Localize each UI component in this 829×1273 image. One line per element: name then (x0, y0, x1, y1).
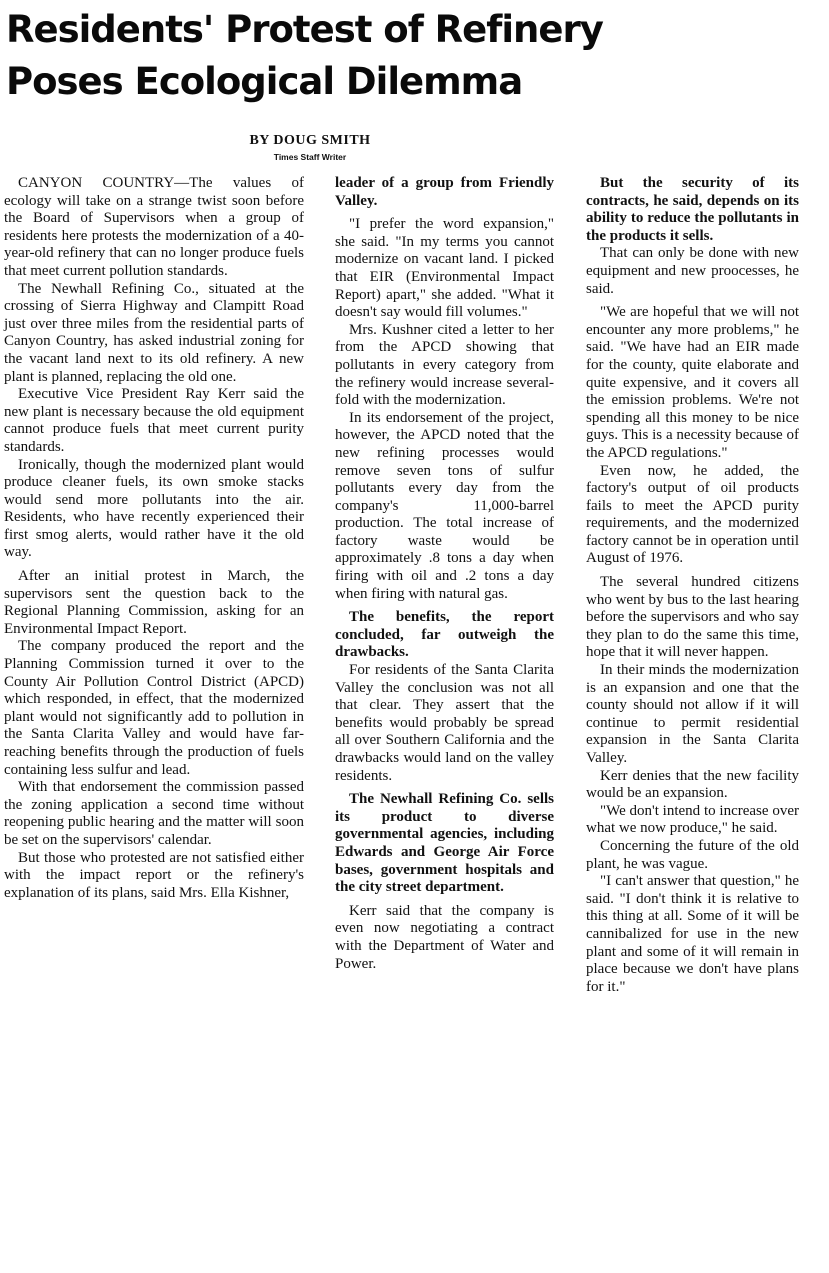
paragraph: Concerning the future of the old plant, he was vague. (586, 837, 799, 872)
paragraph: But the security of its contracts, he said, depends on its ability to reduce the pollutants in the products it sells. (586, 175, 799, 244)
paragraph: The benefits, the report concluded, far outweigh the drawbacks. (335, 609, 554, 661)
paragraph: Mrs. Kushner cited a letter to her from the APCD showing that pollutants in every category from the refinery would increase several-fold with the modernization. (335, 321, 554, 409)
byline: BY DOUG SMITH (249, 133, 371, 148)
paragraph: Executive Vice President Ray Kerr said the new plant is necessary because the old equipment cannot produce fuels that meet current purity standards. (4, 386, 304, 455)
paragraph: In its endorsement of the project, however, the APCD noted that the new refining processes would remove seven tons of sulfur pollutants every day from the company's 11,000-barrel production. The total increase of factory waste would be approximately .8 tons a day when firing with oil and .2 tons a day when firing with natural gas. (335, 409, 554, 602)
paragraph: "We don't intend to increase over what we now produce," he said. (586, 802, 799, 837)
paragraph: Kerr denies that the new facility would be an expansion. (586, 767, 799, 802)
paragraph: The Newhall Refining Co. sells its product to diverse governmental agencies, including Edwards and George Air Force bases, government hospitals and the city street department. (335, 791, 554, 896)
paragraph: Ironically, though the modernized plant would produce cleaner fuels, its own smoke stacks would send more pollutants into the air. Residents, who have recently experienced their first smog alerts, would rather have it the old way. (4, 456, 304, 561)
paragraph: That can only be done with new equipment and new proocesses, he said. (586, 245, 799, 297)
paragraph: The company produced the report and the Planning Commission turned it over to the County Air Pollution Control District (APCD) which responded, in effect, that the modernized plant would not significantly add to pollution in the Santa Clarita Valley and would have far-reaching benefits through the production of fuels containing less sulfur and lead. (4, 638, 304, 778)
headline-line-1: Residents' Protest of Refinery (6, 8, 603, 51)
paragraph: After an initial protest in March, the supervisors sent the question back to the Regional Planning Commission, asking for an Environmental Impact Report. (4, 568, 304, 637)
paragraph: Even now, he added, the factory's output of oil products fails to meet the APCD purity requirements, and the modernized factory cannot be in operation until August of 1976. (586, 462, 799, 567)
paragraph: "I prefer the word expansion," she said. "In my terms you cannot modernize on vacant land. I picked that EIR (Environmental Impact Report) apart," she added. "What it doesn't say would fill volumes." (335, 216, 554, 321)
article-column-1 (4, 175, 304, 902)
paragraph: CANYON COUNTRY—The values of ecology will take on a strange twist soon before the Board of Supervisors when a group of residents here protests the modernization of a 40-year-old refinery that can no longer produce fuels that meet current pollution standards. (4, 175, 304, 279)
paragraph: "We are hopeful that we will not encounter any more problems," he said. "We have had an EIR made for the county, quite elaborate and quite expensive, and it covers all the emission problems. We're not spending all this money to be nice guys. This is a necessity because of the APCD regulations." (586, 304, 799, 461)
headline (6, 4, 606, 108)
paragraph: For residents of the Santa Clarita Valley the conclusion was not all that clear. They assert that the benefits would probably be spread all over Southern California and the drawbacks would land on the valley residents. (335, 662, 554, 784)
paragraph: But those who protested are not satisfied either with the impact report or the refinery's explanation of its plans, said Mrs. Ella Kishner, (4, 849, 304, 901)
staff-title: Times Staff Writer (273, 152, 347, 162)
headline-line-2: Poses Ecological Dilemma (6, 60, 523, 103)
paragraph: leader of a group from Friendly Valley. (335, 175, 554, 209)
article-column-3 (586, 175, 799, 996)
paragraph: In their minds the modernization is an expansion and one that the county should not allow if it will continue to permit residential expansion in the Santa Clarita Valley. (586, 662, 799, 766)
paragraph: "I can't answer that question," he said. "I don't think it is relative to this thing at all. Some of it will be cannibalized for use in the new plant and some of it will remain in place because we don't have plans for it." (586, 873, 799, 995)
paragraph: Kerr said that the company is even now negotiating a contract with the Department of Water and Power. (335, 902, 554, 972)
article-column-2 (335, 175, 554, 973)
paragraph: The several hundred citizens who went by bus to the last hearing before the supervisors and who say they plan to do the same this time, hope that it will never happen. (586, 574, 799, 661)
paragraph: The Newhall Refining Co., situated at the crossing of Sierra Highway and Clampitt Road just over three miles from the residential parts of Canyon Country, has asked industrial zoning for the vacant land next to its old refinery. A new plant is planned, replacing the old one. (4, 280, 304, 385)
paragraph: With that endorsement the commission passed the zoning application a second time without reopening public hearing and the matter will soon be set on the supervisors' calendar. (4, 779, 304, 848)
